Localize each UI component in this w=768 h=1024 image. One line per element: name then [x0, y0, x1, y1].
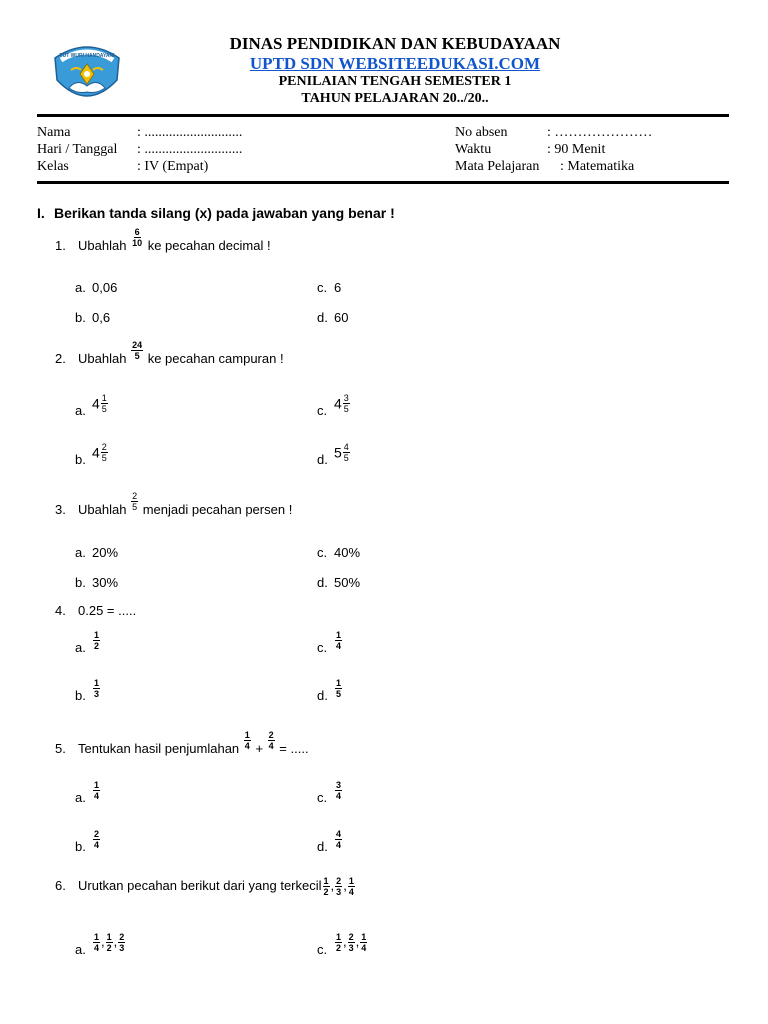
- question-text: Ubahlah: [78, 350, 127, 366]
- fraction: $\frac{6}{10}$: [132, 227, 143, 248]
- option-c[interactable]: c. 40%: [317, 545, 361, 560]
- option-a[interactable]: a. $\frac{1}{4}$: [75, 780, 100, 805]
- fraction: $\frac{1}{2}$: [323, 876, 329, 897]
- option-a[interactable]: a. 0,06: [75, 280, 118, 295]
- question-number: 5.: [55, 740, 66, 756]
- fraction: $\frac{2}{3}$: [336, 876, 342, 897]
- kelas-value: : IV (Empat): [137, 159, 209, 174]
- waktu-label: Waktu: [455, 142, 492, 157]
- option-c[interactable]: c. 6: [317, 280, 342, 295]
- mapel-value: : Matematika: [560, 159, 635, 174]
- agency-title: DINAS PENDIDIKAN DAN KEBUDAYAAN: [229, 34, 561, 53]
- option-d[interactable]: d. 50%: [317, 575, 361, 590]
- option-d[interactable]: d. $\frac{4}{4}$: [317, 829, 342, 854]
- tut-wuri-handayani-logo: [47, 40, 127, 108]
- question-number: 1.: [55, 237, 66, 253]
- absen-label: No absen: [455, 125, 508, 140]
- question-number: 3.: [55, 501, 66, 517]
- svg-text:TUT WURI HANDAYANI: TUT WURI HANDAYANI: [59, 53, 115, 59]
- hari-value: : ............................: [137, 142, 243, 157]
- absen-value: : …………………: [547, 125, 653, 140]
- question-1: [55, 227, 271, 257]
- question-number: 6.: [55, 877, 66, 893]
- question-2: [55, 340, 284, 370]
- identity-divider: [37, 181, 729, 184]
- question-5: [55, 730, 309, 760]
- option-b[interactable]: b. 0,6: [75, 310, 111, 325]
- option-a[interactable]: a. 20%: [75, 545, 119, 560]
- question-number: 2.: [55, 350, 66, 366]
- exam-title: PENILAIAN TENGAH SEMESTER 1: [278, 74, 512, 89]
- question-number: 4.: [55, 603, 66, 618]
- fraction: $\frac{1}{4}$: [348, 876, 354, 897]
- question-text: Urutkan pecahan berikut dari yang terkecil: [78, 877, 322, 893]
- header-divider: [37, 114, 729, 117]
- option-a[interactable]: a. 4 $\frac{1}{5}$: [75, 393, 107, 418]
- section-number: I.: [37, 205, 45, 221]
- option-d[interactable]: d. 5 $\frac{4}{5}$: [317, 442, 349, 467]
- fraction: $\frac{2}{5}$: [132, 491, 138, 512]
- section-instruction: Berikan tanda silang (x) pada jawaban yang benar !: [54, 205, 395, 221]
- nama-label: Nama: [37, 125, 71, 140]
- nama-value: : ............................: [137, 125, 243, 140]
- option-c[interactable]: c. $\frac{1}{2}$ , $\frac{2}{3}$ , $\frac{1}{4}$: [317, 932, 367, 957]
- hari-label: Hari / Tanggal: [37, 142, 118, 157]
- option-a[interactable]: a. $\frac{1}{4}$ , $\frac{1}{2}$ , $\frac{2}{3}$: [75, 932, 125, 957]
- question-3: [55, 491, 293, 521]
- option-c[interactable]: c. $\frac{3}{4}$: [317, 780, 342, 805]
- question-text: menjadi pecahan persen !: [142, 501, 293, 517]
- question-text: ke pecahan decimal !: [147, 237, 271, 253]
- option-c[interactable]: c. 4 $\frac{3}{5}$: [317, 393, 349, 418]
- question-text: Ubahlah: [78, 501, 127, 517]
- kelas-label: Kelas: [37, 159, 69, 174]
- option-b[interactable]: b. $\frac{1}{3}$: [75, 678, 100, 703]
- question-6: 6. Urutkan pecahan berikut dari yang terkecil $\frac{1}{2}$ , $\frac{2}{3}$ , $\frac{1}{4}$: [55, 876, 354, 897]
- school-link[interactable]: UPTD SDN WEBSITEEDUKASI.COM: [249, 54, 541, 73]
- plus-sign: +: [255, 740, 264, 756]
- academic-year: TAHUN PELAJARAN 20../20..: [301, 91, 489, 106]
- fraction: $\frac{1}{4}$: [244, 730, 250, 751]
- question-text: = .....: [279, 740, 309, 756]
- option-d[interactable]: d. $\frac{1}{5}$: [317, 678, 342, 703]
- option-d[interactable]: d. 60: [317, 310, 349, 325]
- fraction: $\frac{24}{5}$: [132, 340, 143, 361]
- question-text: Tentukan hasil penjumlahan: [78, 740, 240, 756]
- section-heading: [37, 205, 395, 221]
- option-a[interactable]: a. $\frac{1}{2}$: [75, 630, 100, 655]
- option-b[interactable]: b. 30%: [75, 575, 119, 590]
- option-b[interactable]: b. $\frac{2}{4}$: [75, 829, 100, 854]
- fraction: $\frac{2}{4}$: [268, 730, 274, 751]
- option-c[interactable]: c. $\frac{1}{4}$: [317, 630, 342, 655]
- option-b[interactable]: b. 4 $\frac{2}{5}$: [75, 442, 107, 467]
- question-text: 0.25 = .....: [78, 603, 137, 618]
- waktu-value: : 90 Menit: [547, 142, 606, 157]
- mapel-label: Mata Pelajaran: [455, 159, 540, 174]
- question-text: Ubahlah: [78, 237, 127, 253]
- question-4: [55, 603, 136, 618]
- question-text: ke pecahan campuran !: [147, 350, 284, 366]
